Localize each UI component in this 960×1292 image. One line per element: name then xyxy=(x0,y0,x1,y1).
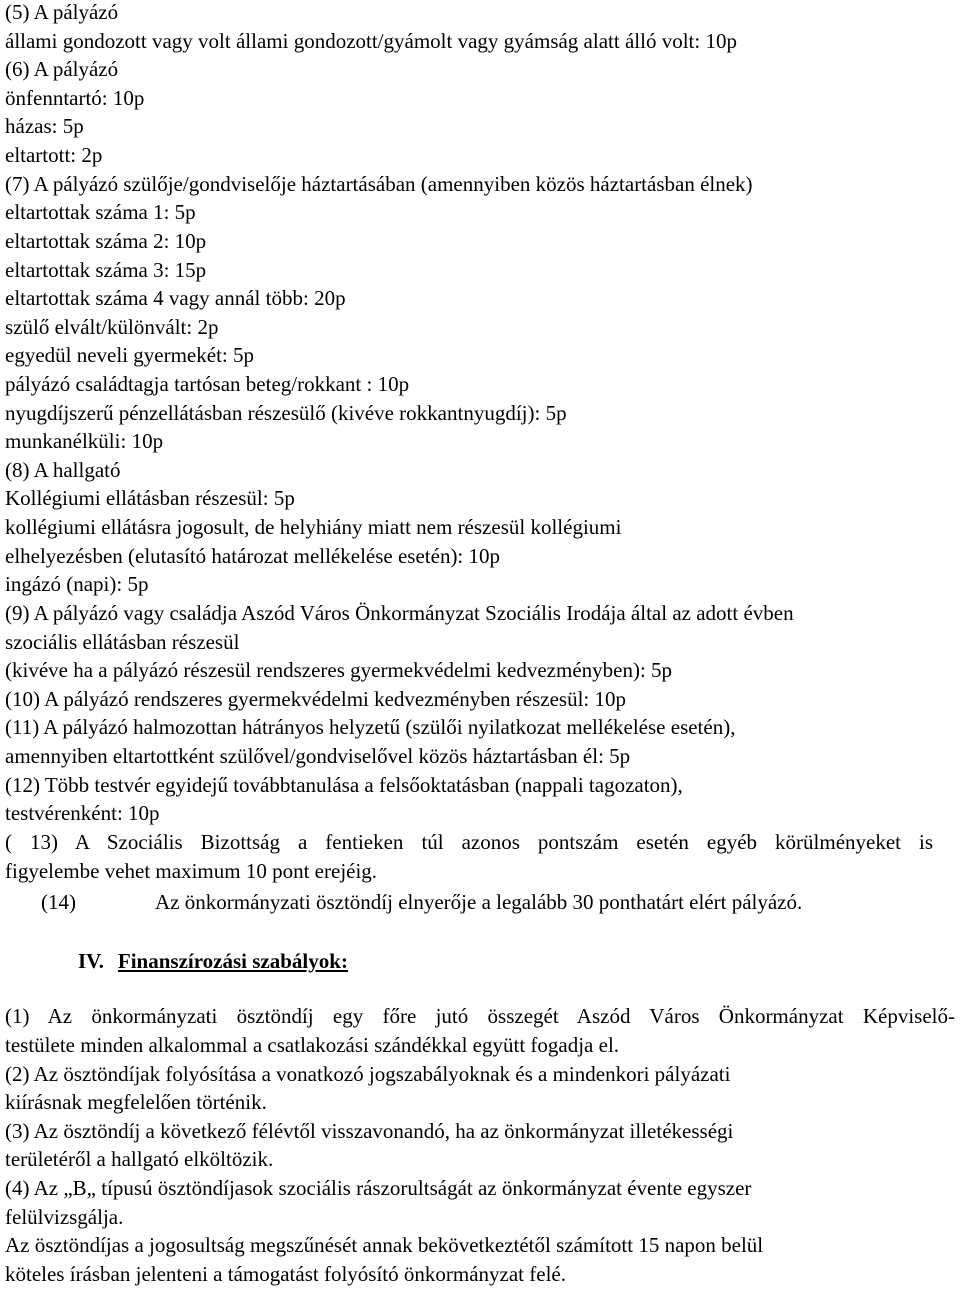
text-line: eltartottak száma 3: 15p xyxy=(5,258,207,282)
text-line: eltartottak száma 2: 10p xyxy=(5,229,207,253)
text-line: eltartottak száma 4 vagy annál több: 20p xyxy=(5,286,346,310)
text-line: amennyiben eltartottként szülővel/gondviselővel közös háztartásban él: 5p xyxy=(5,744,631,768)
section-heading xyxy=(78,948,348,974)
text-line: (8) A hallgató xyxy=(5,458,121,482)
text-line: állami gondozott vagy volt állami gondozott/gyámolt vagy gyámság alatt álló volt: 10p xyxy=(5,29,737,53)
text-line: felülvizsgálja. xyxy=(5,1205,124,1229)
text-line: köteles írásban jelenteni a támogatást folyósító önkormányzat felé. xyxy=(5,1262,566,1286)
text-line: nyugdíjszerű pénzellátásban részesülő (kivéve rokkantnyugdíj): 5p xyxy=(5,401,567,425)
text-line: (10) A pályázó rendszeres gyermekvédelmi kedvezményben részesül: 10p xyxy=(5,687,627,711)
text-line: ingázó (napi): 5p xyxy=(5,572,149,596)
text-line: elhelyezésben (elutasító határozat mellékelése esetén): 10p xyxy=(5,544,501,568)
text-line: (2) Az ösztöndíjak folyósítása a vonatkozó jogszabályoknak és a mindenkori pályázati xyxy=(5,1062,731,1086)
text-line: munkanélküli: 10p xyxy=(5,429,164,453)
text-line: figyelembe vehet maximum 10 pont erejéig. xyxy=(5,859,378,883)
text-line: kollégiumi ellátásra jogosult, de helyhiány miatt nem részesül kollégiumi xyxy=(5,515,622,539)
text-line: eltartottak száma 1: 5p xyxy=(5,200,196,224)
text-line: (11) A pályázó halmozottan hátrányos helyzetű (szülői nyilatkozat mellékelése esetén), xyxy=(5,715,736,739)
text-line: pályázó családtagja tartósan beteg/rokkant : 10p xyxy=(5,372,410,396)
section-number: IV. xyxy=(78,949,104,973)
text-line: szociális ellátásban részesül xyxy=(5,630,240,654)
text-line: (5) A pályázó xyxy=(5,0,119,24)
text-line: (4) Az „B„ típusú ösztöndíjasok szociális rászorultságát az önkormányzat évente egyszer xyxy=(5,1176,752,1200)
text-line: (1) Az önkormányzati ösztöndíj egy főre jutó összegét Aszód Város Önkormányzat Képviselő- xyxy=(5,1004,955,1028)
text-line: Az ösztöndíjas a jogosultság megszűnését annak bekövetkeztétől számított 15 napon belül xyxy=(5,1233,764,1257)
text-line: testvérenként: 10p xyxy=(5,801,160,825)
text-line: egyedül neveli gyermekét: 5p xyxy=(5,343,254,367)
text-line: kiírásnak megfelelően történik. xyxy=(5,1090,267,1114)
text-line: házas: 5p xyxy=(5,114,84,138)
text-line: (9) A pályázó vagy családja Aszód Város Önkormányzat Szociális Irodája által az adott évben xyxy=(5,601,794,625)
item-number: (14) xyxy=(41,890,76,914)
text-line: területéről a hallgató elköltözik. xyxy=(5,1147,274,1171)
text-line: ( 13) A Szociális Bizottság a fentieken túl azonos pontszám esetén egyéb körülményeket is xyxy=(5,830,933,854)
text-line: Kollégiumi ellátásban részesül: 5p xyxy=(5,486,295,510)
text-line: (3) Az ösztöndíj a következő félévtől visszavonandó, ha az önkormányzat illetékességi xyxy=(5,1119,734,1143)
text-line: szülő elvált/különvált: 2p xyxy=(5,315,219,339)
section-title: Finanszírozási szabályok: xyxy=(117,949,348,973)
text-line: önfenntartó: 10p xyxy=(5,86,145,110)
text-line: eltartott: 2p xyxy=(5,143,103,167)
text-line: testülete minden alkalommal a csatlakozási szándékkal együtt fogadja el. xyxy=(5,1033,620,1057)
text-line: (12) Több testvér egyidejű továbbtanulása a felsőoktatásban (nappali tagozaton), xyxy=(5,773,683,797)
item-text: Az önkormányzati ösztöndíj elnyerője a legalább 30 ponthatárt elért pályázó. xyxy=(155,890,803,914)
text-line: (7) A pályázó szülője/gondviselője háztartásában (amennyiben közös háztartásban élnek) xyxy=(5,172,753,196)
text-line: (6) A pályázó xyxy=(5,57,119,81)
text-line: (kivéve ha a pályázó részesül rendszeres gyermekvédelmi kedvezményben): 5p xyxy=(5,658,673,682)
